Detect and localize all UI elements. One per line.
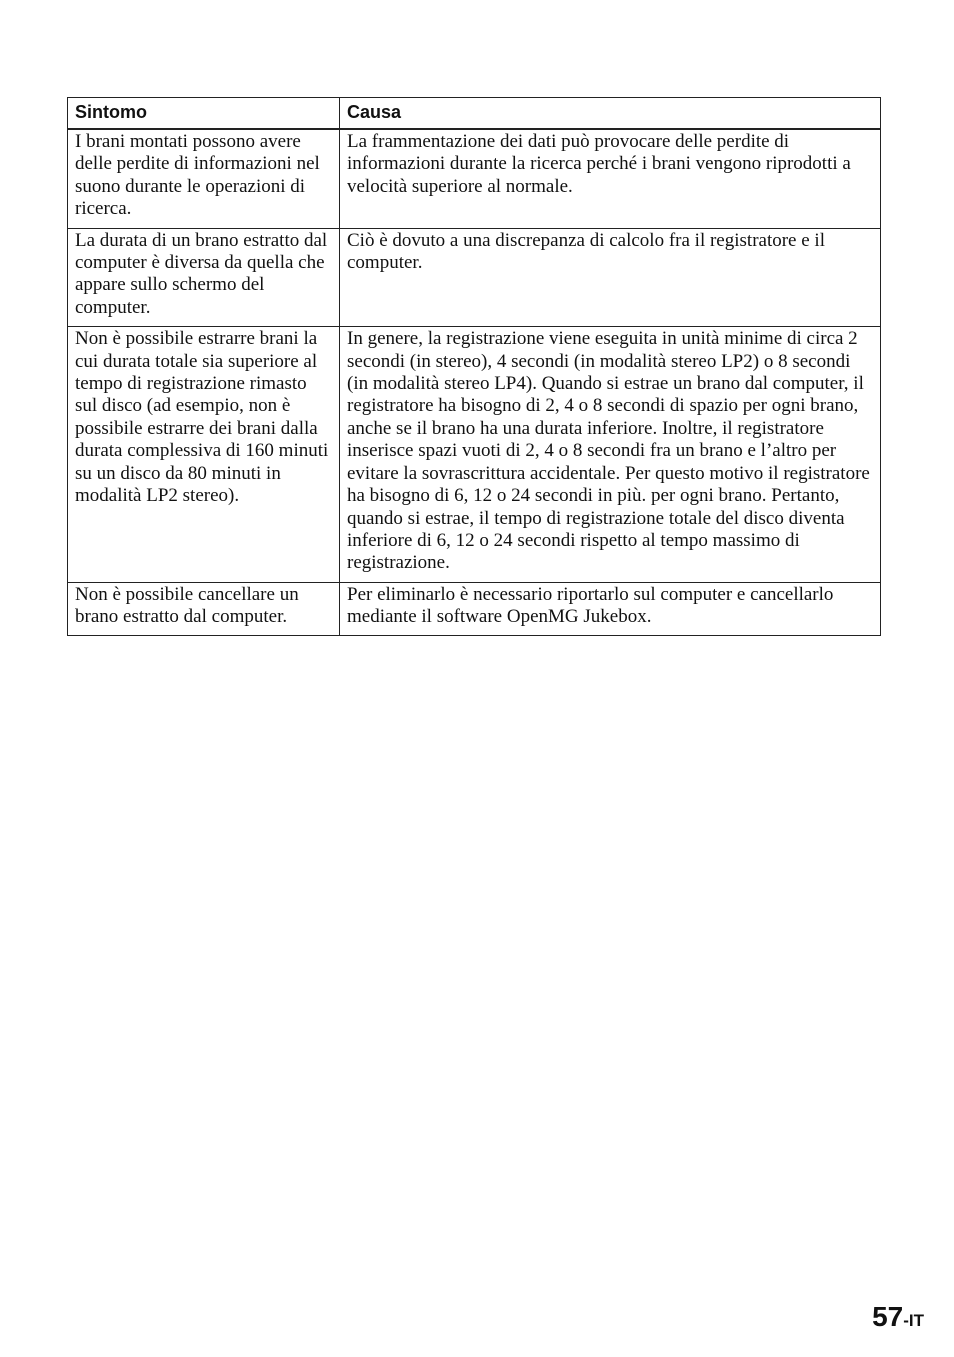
symptom-cell: La durata di un brano estratto dal computer è diversa da quella che appare sullo schermo del computer. [68, 228, 340, 327]
cause-cell: La frammentazione dei dati può provocare delle perdite di informazioni durante la ricerca perché i brani vengono riprodotti a velocità superiore al normale. [340, 129, 881, 228]
page-number [872, 1301, 924, 1333]
symptom-cell: Non è possibile estrarre brani la cui durata totale sia superiore al tempo di registrazione rimasto sul disco (ad esempio, non è possibile estrarre dei brani dalla durata complessiva di 160 minuti su un disco da 80 minuti in modalità LP2 stereo). [68, 327, 340, 582]
page-language-suffix: -IT [903, 1311, 924, 1330]
table-row [68, 228, 881, 327]
table-header-row [68, 98, 881, 130]
table-row [68, 327, 881, 582]
table-row [68, 129, 881, 228]
symptom-cell: I brani montati possono avere delle perdite di informazioni nel suono durante le operazioni di ricerca. [68, 129, 340, 228]
symptom-cell: Non è possibile cancellare un brano estratto dal computer. [68, 582, 340, 635]
cause-cell: Per eliminarlo è necessario riportarlo sul computer e cancellarlo mediante il software OpenMG Jukebox. [340, 582, 881, 635]
cause-cell: Ciò è dovuto a una discrepanza di calcolo fra il registratore e il computer. [340, 228, 881, 327]
header-cause: Causa [340, 98, 881, 130]
page-number-value: 57 [872, 1301, 904, 1332]
cause-cell: In genere, la registrazione viene eseguita in unità minime di circa 2 secondi (in stereo), 4 secondi (in modalità stereo LP2) o 8 secondi (in modalità stereo LP4). Quando si estrae un brano dal computer, il registratore ha bisogno di 2, 4 o 8 secondi di spazio per ogni brano, anche se il brano ha una durata inferiore. Inoltre, il registratore inserisce spazi vuoti di 2, 4 o 8 secondi fra un brano e l’altro per evitare la sovrascrittura accidentale. Per questo motivo il registratore ha bisogno di 6, 12 o 24 secondi in più. per ogni brano. Pertanto, quando si estrae, il tempo di registrazione totale del disco diventa inferiore di 6, 12 o 24 secondi rispetto al tempo massimo di registrazione. [340, 327, 881, 582]
table-row [68, 582, 881, 635]
troubleshooting-table [67, 97, 881, 636]
header-symptom: Sintomo [68, 98, 340, 130]
